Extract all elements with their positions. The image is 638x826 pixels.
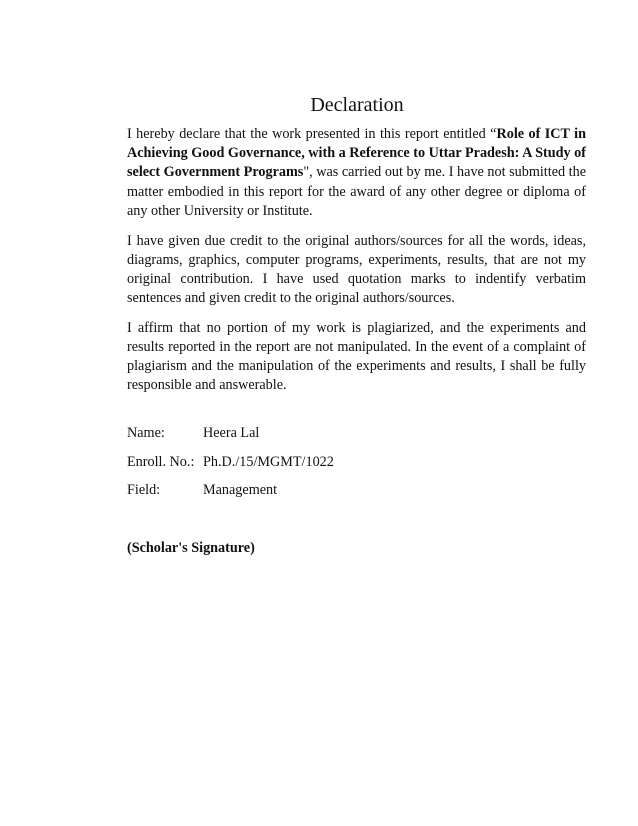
enroll-value: Ph.D./15/MGMT/1022	[203, 453, 334, 470]
paragraph-1-start: I hereby declare that the work presented in this report entitled “	[127, 126, 497, 142]
field-row-field	[127, 481, 334, 510]
declaration-body	[127, 125, 586, 406]
field-value: Management	[203, 482, 278, 498]
field-row-name	[127, 424, 334, 453]
paragraph-2: I have given due credit to the original authors/sources for all the words, ideas, diagrams, graphics, computer programs, experiments, results, that are not my original contribution. I have used quotation marks to indentify verbatim sentences and given credit to the original authors/sources.	[127, 232, 586, 307]
field-label: Field:	[127, 482, 161, 498]
scholar-signature: (Scholar's Signature)	[127, 540, 255, 556]
paragraph-1-end: ", was carried out by me. I have not submitted the matter embodied in this report for the award of any other degree or diploma of any other University or Institute.	[127, 164, 586, 219]
report-title: Role of ICT in Achieving Good Governance, with a Reference to Uttar Pradesh: A Study of select Government Programs	[127, 126, 587, 181]
scholar-details	[127, 424, 334, 510]
page-title: Declaration	[310, 94, 404, 116]
field-row-enroll	[127, 453, 334, 482]
name-label: Name:	[127, 425, 165, 441]
paragraph-1	[127, 125, 586, 221]
paragraph-3: I affirm that no portion of my work is plagiarized, and the experiments and results reported in the report are not manipulated. In the event of a complaint of plagiarism and the manipulation of the experiments and results, I shall be fully responsible and answerable.	[127, 319, 586, 394]
enroll-label: Enroll. No.:	[127, 453, 195, 470]
name-value: Heera Lal	[203, 425, 260, 441]
